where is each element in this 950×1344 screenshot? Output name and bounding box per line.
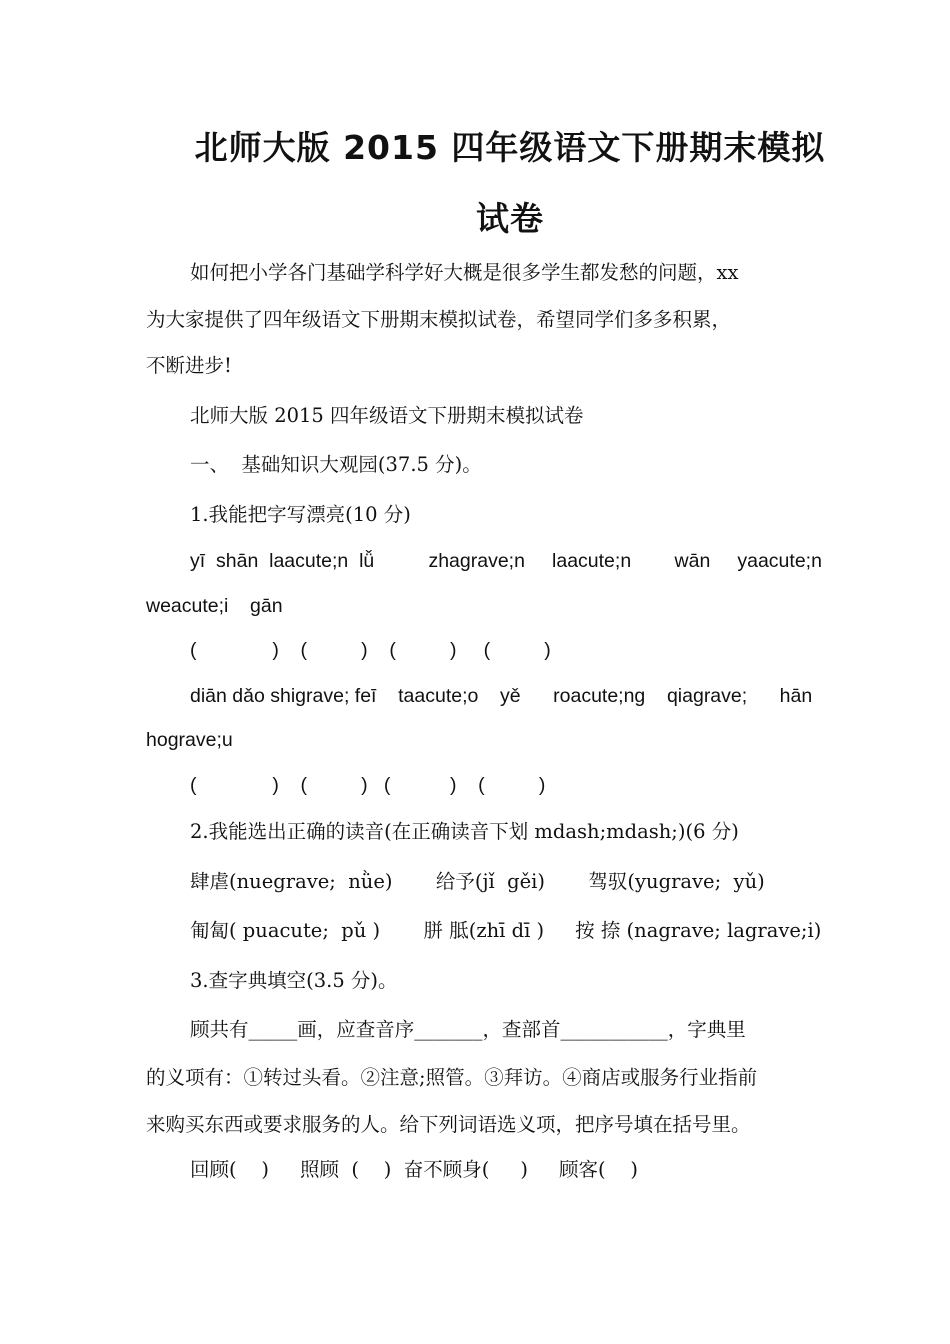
document-title-line2: 试卷 xyxy=(476,199,544,238)
question-3-heading: 3.查字典填空(3.5 分)。 xyxy=(190,969,398,992)
q1-pinyin-row1-wrap: weacute;i gān xyxy=(146,595,283,617)
q1-pinyin-row1: yī shān laacute;n lǚ zhagrave;n laacute;n wān yaacute;n xyxy=(190,550,822,572)
q1-answer-blanks-row1: ( ) ( ) ( ) ( ) xyxy=(190,639,551,661)
q3-text-line-2: 的义项有：①转过头看。②注意;照管。③拜访。④商店或服务行业指前 xyxy=(146,1066,758,1089)
q3-answer-blanks: 回顾( ) 照顾 ( ) 奋不顾身( ) 顾客( ) xyxy=(190,1158,639,1181)
exam-subtitle: 北师大版 2015 四年级语文下册期末模拟试卷 xyxy=(190,404,584,427)
document-title-line1: 北师大版 2015 四年级语文下册期末模拟 xyxy=(194,128,826,167)
q3-text-line-1: 顾共有_____画，应查音序_______，查部首___________，字典里 xyxy=(190,1018,746,1041)
question-2-heading: 2.我能选出正确的读音(在正确读音下划 mdash;mdash;)(6 分) xyxy=(190,820,739,843)
q3-text-line-3: 来购买东西或要求服务的人。给下列词语选义项，把序号填在括号里。 xyxy=(146,1113,751,1136)
question-1-heading: 1.我能把字写漂亮(10 分) xyxy=(190,503,411,526)
q1-pinyin-row2: diān dǎo shigrave; feī taacute;o yě roacute;ng qiagrave; hān xyxy=(190,685,813,707)
q1-answer-blanks-row2: ( ) ( ) ( ) ( ) xyxy=(190,774,546,796)
intro-line-3: 不断进步! xyxy=(146,354,232,377)
q1-pinyin-row2-wrap: hograve;u xyxy=(146,729,233,751)
q2-options-row1: 肆虐(nuegrave; nǜe) 给予(jǐ gěi) 驾驭(yugrave; yǔ) xyxy=(190,870,765,893)
section-1-heading: 一、 基础知识大观园(37.5 分)。 xyxy=(190,453,482,476)
intro-line-1: 如何把小学各门基础学科学好大概是很多学生都发愁的问题，xx xyxy=(190,261,739,284)
intro-line-2: 为大家提供了四年级语文下册期末模拟试卷，希望同学们多多积累， xyxy=(146,308,732,331)
q2-options-row2: 匍匐( puacute; pǔ ) 胼 胝(zhī dī ) 按 捺 (nagrave; lagrave;i) xyxy=(190,919,822,942)
